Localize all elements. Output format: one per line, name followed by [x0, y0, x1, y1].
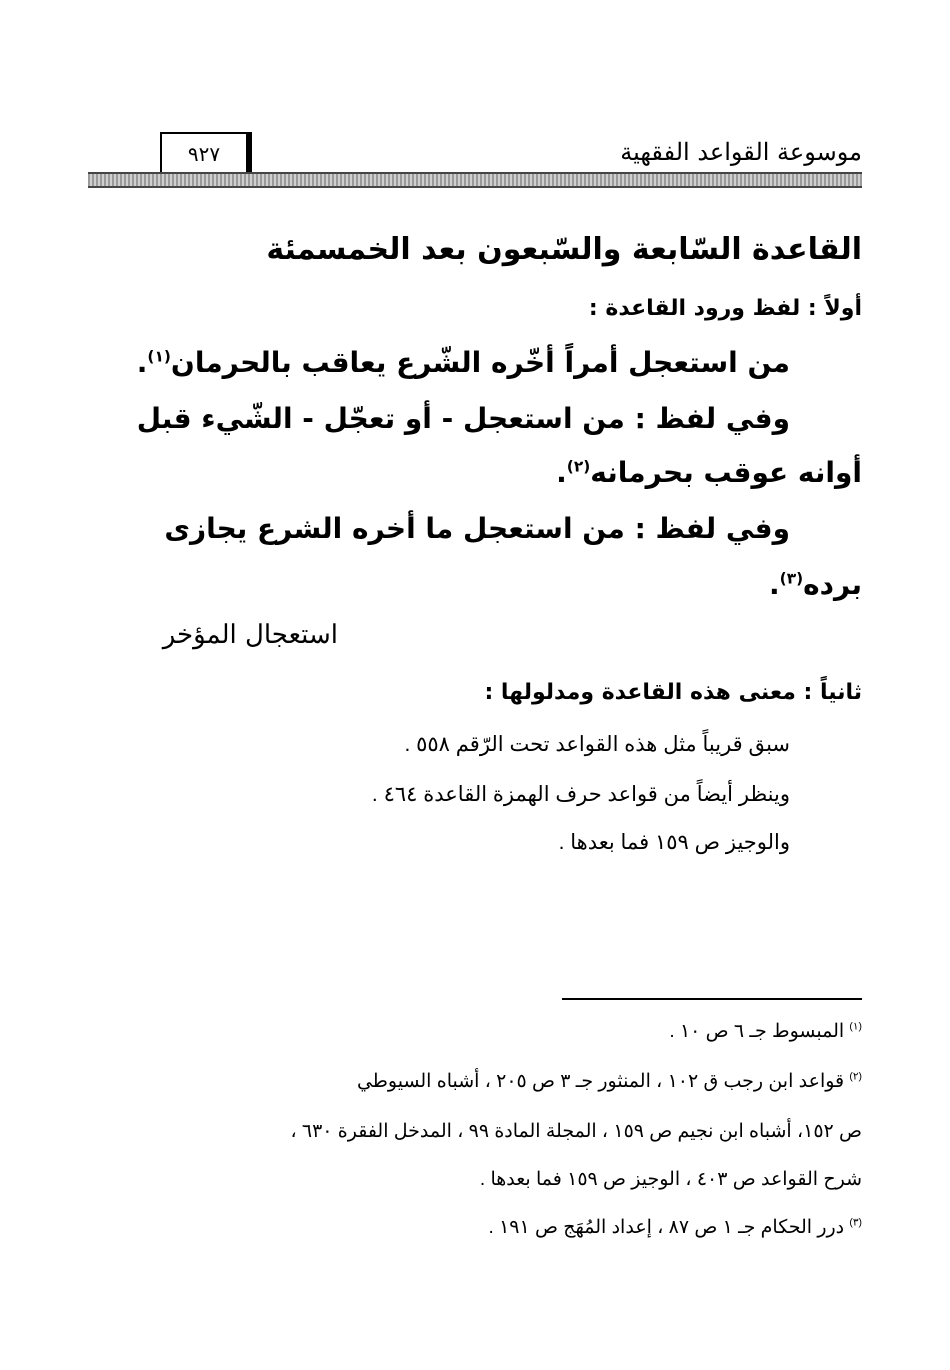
meaning-paragraph-3: والوجيز ص ١٥٩ فما بعدها . — [558, 831, 790, 854]
footnote-3-mark: (٣) — [849, 1217, 862, 1229]
footnote-1-mark: (١) — [849, 1021, 862, 1033]
footnote-2-line3: شرح القواعد ص ٤٠٣ ، الوجيز ص ١٥٩ فما بعدها . — [479, 1169, 862, 1190]
rule-wording-2-cont: أوانه عوقب بحرمانه$^{(٢)}$. — [556, 456, 862, 489]
footnote-2-mark: (٢) — [849, 1071, 862, 1083]
header-rule — [88, 172, 862, 188]
rule-wording-3: وفي لفظ : من استعجل ما أخره الشرع يجازى — [164, 512, 790, 545]
section-heading-first: أولاً : لفظ ورود القاعدة : — [588, 296, 862, 321]
meaning-paragraph-2: وينظر أيضاً من قواعد حرف الهمزة القاعدة ٤٦٤ . — [371, 783, 790, 806]
footnote-1-text: المبسوط جـ ٦ ص ١٠ . — [669, 1021, 845, 1042]
rule-wording-1-text: من استعجل أمراً أخّره الشّرع يعاقب بالحرمان — [170, 346, 790, 379]
rule-wording-2-cont-text: أوانه عوقب بحرمانه — [590, 456, 862, 489]
footnote-2-line2: ص ١٥٢، أشباه ابن نجيم ص ١٥٩ ، المجلة المادة ٩٩ ، المدخل الفقرة ٦٣٠ ، — [290, 1121, 862, 1142]
handwritten-note: استعجال المؤخر — [162, 620, 338, 650]
rule-wording-2: وفي لفظ : من استعجل - أو تعجّل - الشّيء قبل — [136, 402, 790, 435]
footnote-ref-3[interactable]: (٣) — [779, 569, 804, 588]
footnote-2 — [357, 1070, 862, 1093]
section-heading-second: ثانياً : معنى هذه القاعدة ومدلولها : — [484, 680, 862, 705]
footnote-ref-1[interactable]: (١) — [147, 347, 171, 366]
meaning-paragraph-1: سبق قريباً مثل هذه القواعد تحت الرّقم ٥٥٨ . — [404, 733, 790, 756]
rule-wording-3-cont-text: برده — [803, 568, 862, 601]
rule-title: القاعدة السّابعة والسّبعون بعد الخمسمئة — [266, 232, 862, 267]
rule-wording-1: من استعجل أمراً أخّره الشّرع يعاقب بالحرمان$^{(١)}$. — [136, 346, 790, 379]
running-header-title: موسوعة القواعد الفقهية — [620, 138, 862, 166]
footnote-3 — [489, 1216, 862, 1239]
footnote-ref-2[interactable]: (٢) — [566, 457, 591, 476]
footnote-1 — [669, 1020, 862, 1043]
footnote-separator — [562, 998, 862, 1000]
rule-wording-3-cont: برده$^{(٣)}$. — [769, 568, 862, 601]
footnote-3-text: درر الحكام جـ ١ ص ٨٧ ، إعداد المُهَج ص ١٩١ . — [488, 1217, 845, 1238]
page-number: ٩٢٧ — [187, 142, 221, 166]
page-number-box — [160, 132, 252, 176]
footnote-2-text-line1: قواعد ابن رجب ق ١٠٢ ، المنثور جـ ٣ ص ٢٠٥ ، أشباه السيوطي — [356, 1071, 845, 1092]
